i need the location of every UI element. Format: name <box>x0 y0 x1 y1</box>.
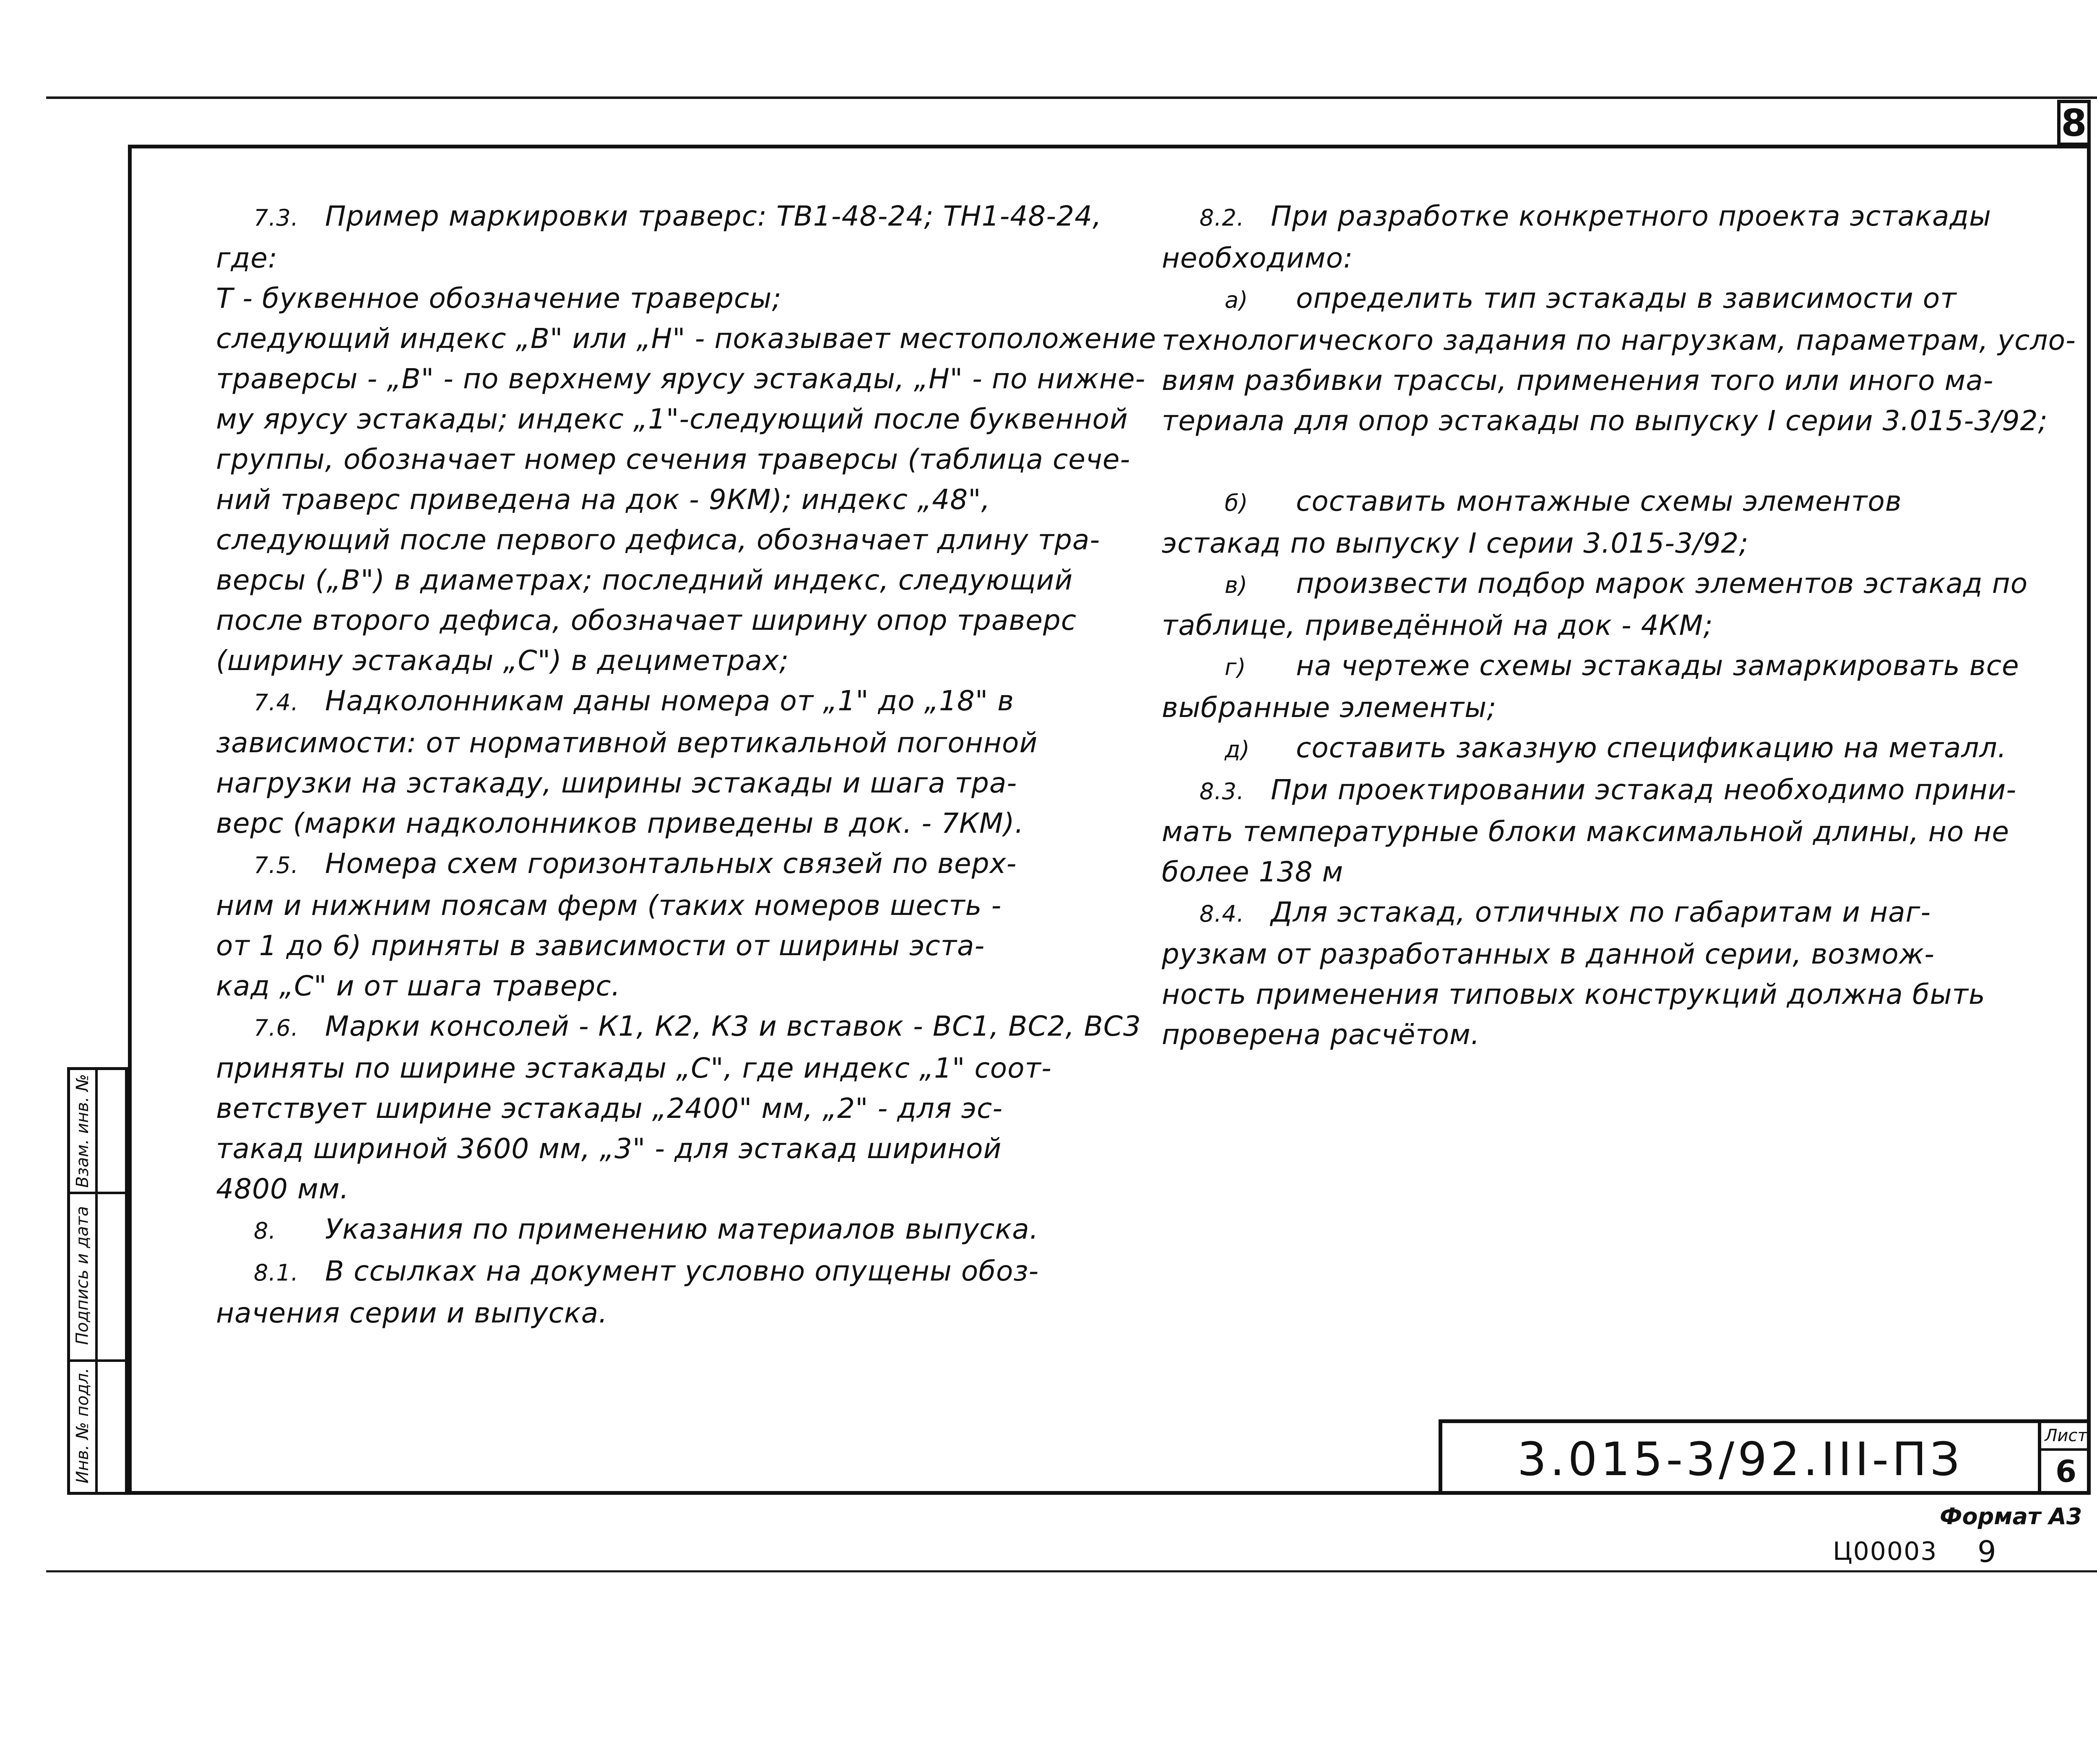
right-line <box>1162 812 2076 852</box>
right-line-text: ность применения типовых конструкций должна быть <box>1162 978 1985 1011</box>
title-block <box>1439 1419 2091 1495</box>
right-line <box>1162 278 2076 320</box>
left-line-text: (ширину эстакады „С") в дециметрах; <box>216 644 789 677</box>
stamp-signature-date: Подпись и дата <box>73 1206 93 1345</box>
right-line <box>1162 361 2076 401</box>
left-item-number: 7.5. <box>254 852 299 878</box>
right-line-text: При проектировании эстакад необходимо прини- <box>1271 774 2017 806</box>
top-border-line <box>46 96 2097 99</box>
left-line-text: от 1 до 6) приняты в зависимости от ширины эста- <box>216 930 985 962</box>
left-line <box>216 926 1156 966</box>
left-line <box>216 238 1156 278</box>
left-line-text: Пример маркировки траверс: ТВ1-48-24; ТН1-48-24, <box>325 200 1102 232</box>
bottom-border-line <box>46 1570 2097 1572</box>
left-line <box>216 1006 1156 1048</box>
right-item-number: 8.2. <box>1199 205 1245 231</box>
right-item-number: а) <box>1225 287 1249 313</box>
left-line-text: группы, обозначает номер сечения траверсы (таблица сече- <box>216 443 1131 475</box>
left-line <box>216 1048 1156 1089</box>
right-line-text: При разработке конкретного проекта эстакады <box>1271 200 1992 232</box>
format-label: Формат А3 <box>1940 1503 2082 1530</box>
right-line-text: определить тип эстакады в зависимости от <box>1296 282 1957 314</box>
left-line-text: верс (марки надколонников приведены в док. - 7КМ). <box>216 807 1024 839</box>
left-item-number: 8.1. <box>254 1260 299 1286</box>
left-item-number: 7.4. <box>254 689 299 716</box>
right-column-text <box>1162 196 2076 1055</box>
right-line-text: необходимо: <box>1162 242 1353 274</box>
left-line <box>216 1089 1156 1129</box>
left-line-text: Указания по применению материалов выпуска. <box>325 1213 1039 1245</box>
left-item-number: 7.6. <box>254 1015 299 1041</box>
left-line <box>216 399 1156 439</box>
left-line-text: ним и нижним поясам ферм (таких номеров шесть - <box>216 889 1002 922</box>
left-line-text: после второго дефиса, обозначает ширину опор траверс <box>216 604 1077 636</box>
left-line <box>216 600 1156 641</box>
right-line-text: технологического задания по нагрузкам, параметрам, усло- <box>1162 324 2076 356</box>
left-item-number: 8. <box>254 1218 276 1244</box>
left-line <box>216 560 1156 600</box>
right-item-number: в) <box>1225 572 1248 598</box>
right-line <box>1162 688 2076 728</box>
right-line-text: составить заказную спецификацию на металл. <box>1296 732 2007 764</box>
right-item-number: г) <box>1225 654 1246 681</box>
right-line <box>1162 481 2076 523</box>
left-line <box>216 763 1156 803</box>
stamp-original-inv: Инв. № подл. <box>73 1368 92 1483</box>
sheet-number: 6 <box>2055 1454 2077 1489</box>
left-line-text: Надколонникам даны номера от „1" до „18" в <box>325 685 1015 717</box>
left-line-text: следующий индекс „В" или „Н" - показывает местоположение <box>216 322 1157 355</box>
corner-number: 8 <box>2057 100 2091 146</box>
left-line <box>216 319 1156 359</box>
left-line <box>216 641 1156 681</box>
sheet-cell <box>2038 1423 2091 1495</box>
left-line-text: ний траверс приведена на док - 9КМ); индекс „48", <box>216 483 991 516</box>
document-designation: 3.015-3/92.III-ПЗ <box>1517 1432 1963 1486</box>
right-line <box>1162 523 2076 564</box>
left-line-text: му ярусу эстакады; индекс „1"-следующий после буквенной <box>216 403 1128 435</box>
right-line <box>1162 320 2076 361</box>
left-line <box>216 803 1156 844</box>
right-line-text: виям разбивки трассы, применения того или иного ма- <box>1162 364 1994 397</box>
left-line <box>216 1129 1156 1169</box>
right-line <box>1162 728 2076 770</box>
left-line <box>216 723 1156 763</box>
right-item-number: 8.3. <box>1199 778 1245 805</box>
left-line-text: траверсы - „В" - по верхнему ярусу эстакады, „Н" - по нижне- <box>216 363 1146 395</box>
left-line-text: следующий после первого дефиса, обозначает длину тра- <box>216 524 1101 556</box>
left-line-text: нагрузки на эстакаду, ширины эстакады и шага тра- <box>216 767 1017 799</box>
right-line-text: рузкам от разработанных в данной серии, возмож- <box>1162 938 1935 970</box>
left-column-text <box>216 196 1156 1333</box>
left-line <box>216 844 1156 886</box>
right-line <box>1162 934 2076 974</box>
left-line <box>216 1209 1156 1251</box>
right-item-number: д) <box>1225 736 1250 763</box>
right-line-text: мать температурные блоки максимальной длины, но не <box>1162 816 2009 848</box>
left-line <box>216 278 1156 319</box>
left-line-text: кад „С" и от шага траверс. <box>216 970 621 1002</box>
right-line <box>1162 770 2076 812</box>
left-line <box>216 480 1156 520</box>
left-line-text: Марки консолей - К1, К2, К3 и вставок - ВС1, ВС2, ВС3 <box>325 1010 1141 1042</box>
right-line-text: на чертеже схемы эстакады замаркировать все <box>1296 649 2019 682</box>
left-line <box>216 886 1156 926</box>
left-line-text: Номера схем горизонтальных связей по верх- <box>325 847 1017 880</box>
right-line <box>1162 441 2076 481</box>
left-line-text: зависимости: от нормативной вертикальной погонной <box>216 727 1038 759</box>
right-line <box>1162 238 2076 278</box>
right-line <box>1162 564 2076 605</box>
archive-code: Ц00003 <box>1833 1537 1938 1566</box>
left-line <box>216 439 1156 480</box>
left-line-text: начения серии и выпуска. <box>216 1297 608 1329</box>
right-line-text: териала для опор эстакады по выпуску I серии 3.015-3/92; <box>1162 405 2048 437</box>
left-line-text: версы („В") в диаметрах; последний индекс, следующий <box>216 564 1073 596</box>
left-line-text: 4800 мм. <box>216 1173 349 1205</box>
right-line <box>1162 196 2076 238</box>
right-item-number: 8.4. <box>1199 901 1245 927</box>
right-line-text: Для эстакад, отличных по габаритам и наг- <box>1271 896 1931 928</box>
page-number: 9 <box>1977 1535 1996 1569</box>
left-line <box>216 1293 1156 1333</box>
right-line-text: произвести подбор марок элементов эстакад по <box>1296 567 2028 600</box>
right-line <box>1162 852 2076 892</box>
left-line <box>216 1251 1156 1293</box>
right-line <box>1162 646 2076 688</box>
left-line-text: такад шириной 3600 мм, „3" - для эстакад шириной <box>216 1133 1002 1165</box>
right-line-text: проверена расчётом. <box>1162 1018 1480 1051</box>
left-line-text: Т - буквенное обозначение траверсы; <box>216 282 782 314</box>
right-line-text: таблице, приведённой на док - 4КМ; <box>1162 609 1713 642</box>
left-line <box>216 520 1156 560</box>
left-line-text: где: <box>216 242 278 274</box>
left-line-text: ветствует ширине эстакады „2400" мм, „2" - для эс- <box>216 1092 1003 1125</box>
right-line-text: составить монтажные схемы элементов <box>1296 485 1902 517</box>
left-line <box>216 681 1156 723</box>
left-line <box>216 1169 1156 1209</box>
stamp-replacement-inv: Взам. инв. № <box>73 1074 92 1188</box>
right-line <box>1162 605 2076 646</box>
left-line-text: В ссылках на документ условно опущены обоз- <box>325 1255 1039 1287</box>
sheet-label: Лист <box>2041 1423 2091 1451</box>
right-line-text: эстакад по выпуску I серии 3.015-3/92; <box>1162 527 1749 559</box>
left-line <box>216 196 1156 238</box>
left-line-text: приняты по ширине эстакады „С", где индекс „1" соот- <box>216 1052 1052 1084</box>
right-line <box>1162 974 2076 1015</box>
right-line <box>1162 892 2076 934</box>
right-item-number: б) <box>1225 490 1249 516</box>
right-line-text: выбранные элементы; <box>1162 691 1497 724</box>
left-line <box>216 966 1156 1006</box>
side-stamp <box>67 1067 128 1495</box>
left-item-number: 7.3. <box>254 205 299 231</box>
right-line <box>1162 401 2076 441</box>
right-line-text: более 138 м <box>1162 856 1344 888</box>
right-line <box>1162 1015 2076 1055</box>
left-line <box>216 359 1156 399</box>
